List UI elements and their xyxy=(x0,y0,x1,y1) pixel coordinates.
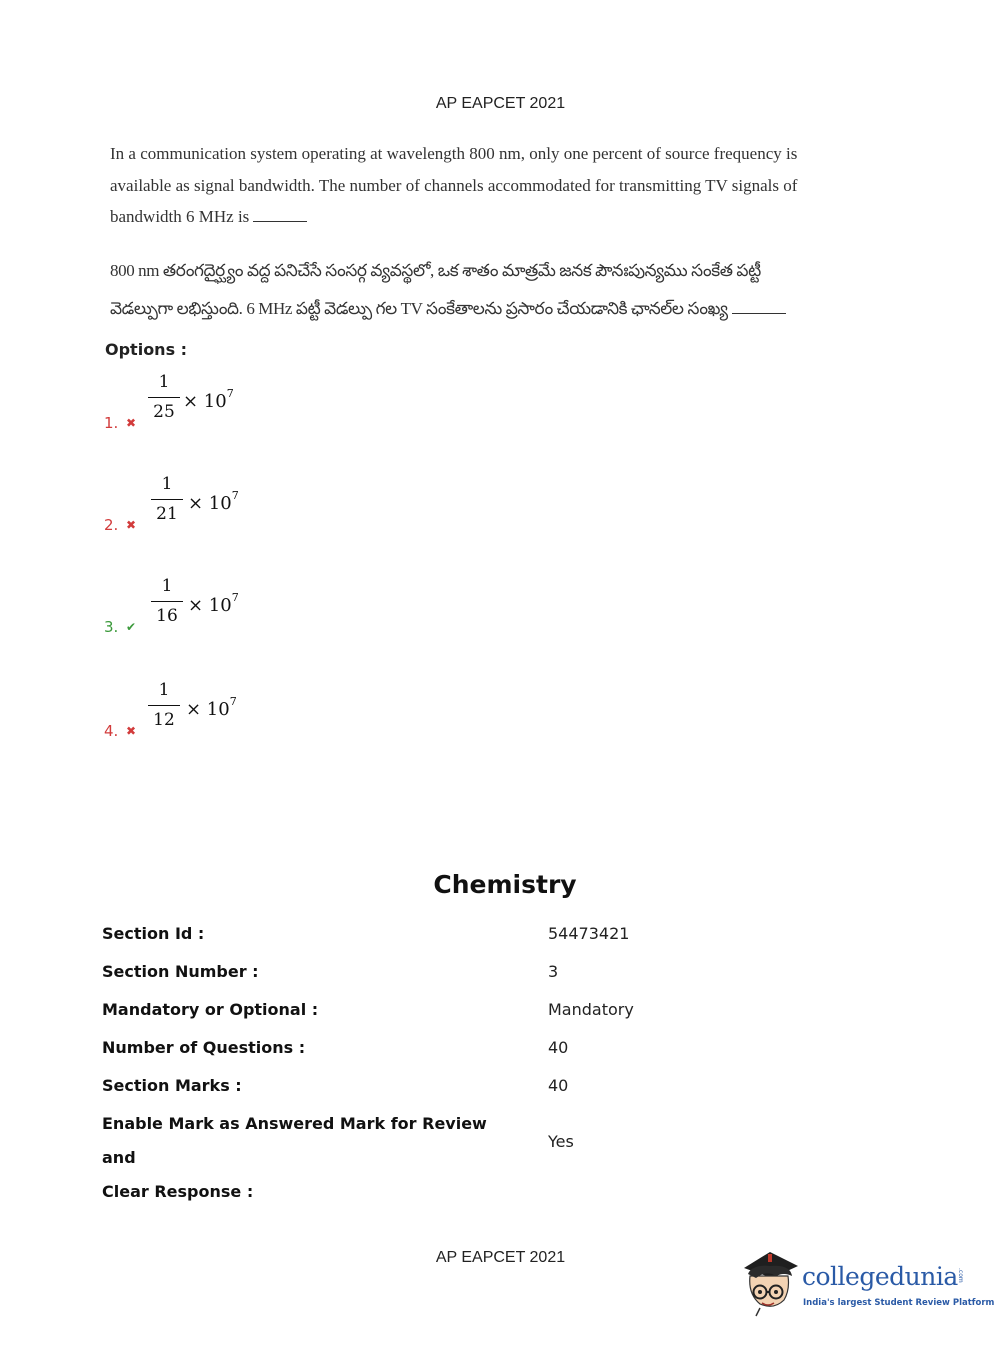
section-number-value: 3 xyxy=(548,962,559,981)
exponent: 7 xyxy=(231,591,239,604)
exponent: 7 xyxy=(229,695,237,708)
answer-blank xyxy=(732,299,786,314)
fraction-bar xyxy=(151,601,183,602)
fraction-bar xyxy=(151,499,183,500)
section-title: Chemistry xyxy=(433,870,577,899)
numerator: 1 xyxy=(161,576,173,596)
fraction-bar xyxy=(148,397,180,398)
fraction xyxy=(151,576,183,626)
section-id-label: Section Id : xyxy=(102,924,205,943)
wrong-mark-icon: ✖ xyxy=(126,724,137,738)
option-4[interactable] xyxy=(104,680,304,740)
multiplier: × $10^7$ xyxy=(188,489,239,514)
options-label: Options : xyxy=(105,340,188,359)
question-english-line: In a communication system operating at wavelength 800 nm, only one percent of source frequency is xyxy=(110,144,798,163)
question-count-value: 40 xyxy=(548,1038,569,1057)
multiplier: × $10^7$ xyxy=(188,591,239,616)
option-number: 2. xyxy=(104,516,119,534)
question-english-line: bandwidth 6 MHz is xyxy=(110,201,730,233)
mandatory-value: Mandatory xyxy=(548,1000,634,1019)
mascot-icon xyxy=(740,1250,802,1320)
mark-review-value: Yes xyxy=(548,1132,574,1151)
logo-tagline: India's largest Student Review Platform xyxy=(803,1298,995,1308)
section-marks-label: Section Marks : xyxy=(102,1076,242,1095)
numerator: 1 xyxy=(158,680,170,700)
mark-review-label xyxy=(102,1107,522,1209)
numerator: 1 xyxy=(158,372,170,392)
logo-wordmark: collegedunia xyxy=(802,1262,958,1291)
check-mark-icon: ✔ xyxy=(126,620,137,634)
section-number-label: Section Number : xyxy=(102,962,259,981)
option-number: 1. xyxy=(104,414,119,432)
mark-review-label-line: Enable Mark as Answered Mark for Review and xyxy=(102,1114,487,1167)
option-number: 3. xyxy=(104,618,119,636)
collegedunia-logo xyxy=(740,1250,995,1320)
option-number: 4. xyxy=(104,722,119,740)
denominator: 16 xyxy=(156,606,178,626)
question-english xyxy=(110,138,798,233)
page-header: AP EAPCET 2021 xyxy=(435,95,566,112)
section-marks-value: 40 xyxy=(548,1076,569,1095)
question-count-label: Number of Questions : xyxy=(102,1038,306,1057)
section-id-value: 54473421 xyxy=(548,924,630,943)
denominator: 12 xyxy=(153,710,175,730)
question-telugu-line: వెడల్పుగా లభిస్తుంది. 6 MHz పట్టీ వెడల్పు గల TV సంకేతాలను ప్రసారం చేయడానికి ఛానల్‌ల సంఖ్య xyxy=(110,290,730,328)
question-english-line: available as signal bandwidth. The number of channels accommodated for transmitting TV signals of xyxy=(110,175,798,195)
fraction-bar xyxy=(148,705,180,706)
fraction xyxy=(148,680,180,730)
page-footer: AP EAPCET 2021 xyxy=(435,1249,566,1266)
numerator: 1 xyxy=(161,474,173,494)
fraction xyxy=(148,372,180,422)
multiplier: × $10^7$ xyxy=(186,695,237,720)
option-3[interactable] xyxy=(104,576,304,636)
question-telugu-line: 800 nm తరంగదైర్ఘ్యం వద్ద పనిచేసే సంసర్గ వ్యవస్థలో, ఒక శాతం మాత్రమే జనక పౌనఃపున్యము సంకేత పట్టీ xyxy=(110,261,761,280)
wrong-mark-icon: ✖ xyxy=(126,518,137,532)
denominator: 21 xyxy=(156,504,178,524)
logo-domain-suffix: .com xyxy=(957,1268,964,1283)
multiplier: × $10^7$ xyxy=(183,387,234,412)
question-telugu xyxy=(110,252,761,328)
exponent: 7 xyxy=(226,387,234,400)
exponent: 7 xyxy=(231,489,239,502)
wrong-mark-icon: ✖ xyxy=(126,416,137,430)
mandatory-label: Mandatory or Optional : xyxy=(102,1000,319,1019)
mark-review-label-line: Clear Response : xyxy=(102,1182,254,1201)
denominator: 25 xyxy=(153,402,175,422)
answer-blank xyxy=(253,207,307,222)
fraction xyxy=(151,474,183,524)
option-2[interactable] xyxy=(104,474,304,534)
option-1[interactable] xyxy=(104,372,304,432)
